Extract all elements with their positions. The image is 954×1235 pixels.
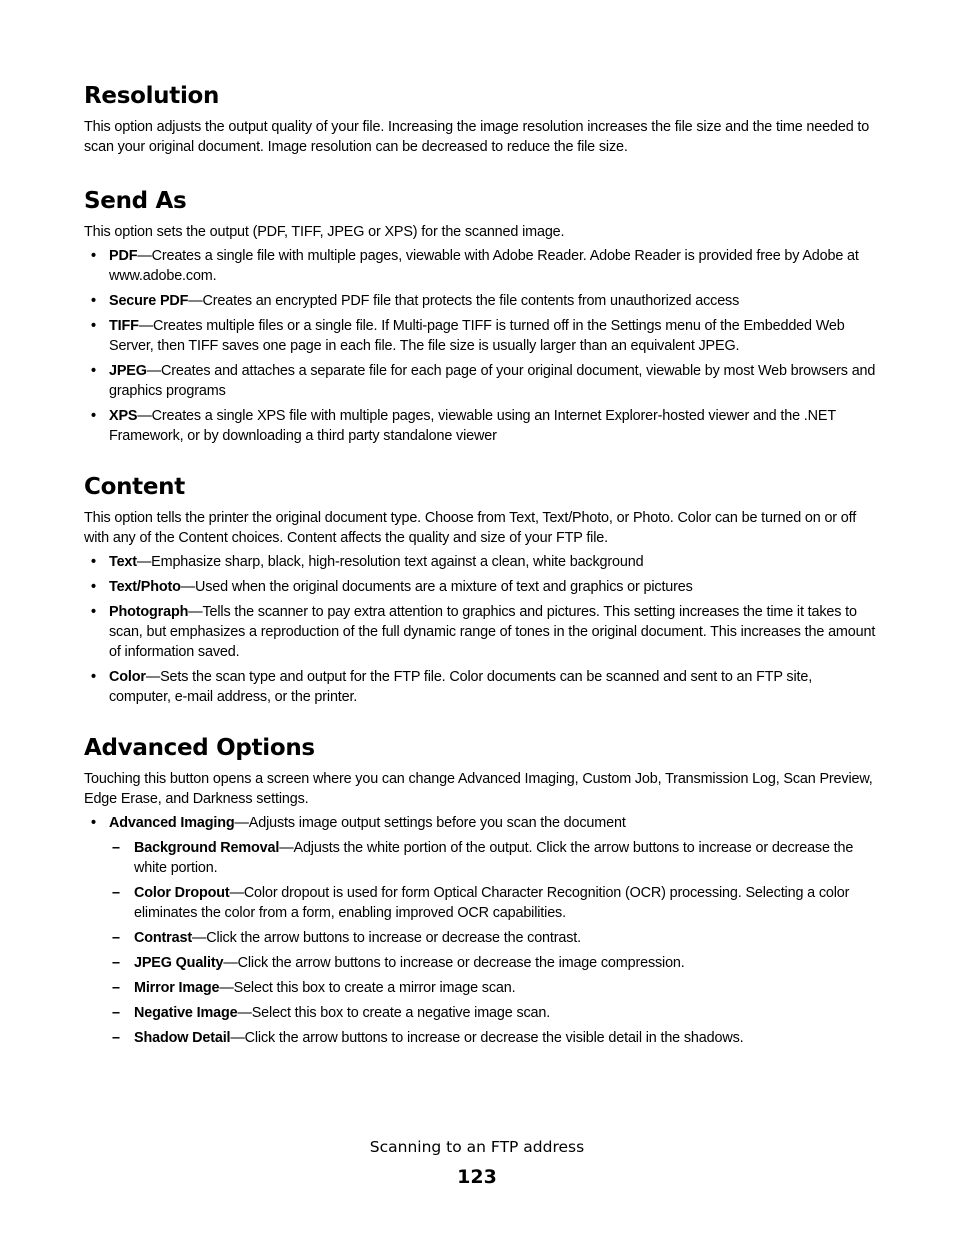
option-list — [84, 246, 876, 446]
item-term: Photograph — [109, 604, 189, 620]
option-list — [84, 813, 876, 1048]
section-advanced-options — [84, 734, 876, 1048]
section-intro: This option sets the output (PDF, TIFF, JPEG or XPS) for the scanned image. — [84, 224, 565, 240]
section-content — [84, 473, 876, 707]
sub-list-item — [84, 978, 876, 998]
item-description: —Color dropout is used for form Optical Character Recognition (OCR) processing. Selecting a color eliminates the color from a form, enabling improved OCR capabilities. — [134, 885, 850, 921]
item-description: —Used when the original documents are a mixture of text and graphics or pictures — [180, 579, 693, 595]
sub-list-item — [84, 838, 876, 878]
item-term: Advanced Imaging — [109, 815, 235, 831]
section-resolution — [84, 82, 876, 157]
section-heading: Content — [84, 474, 185, 500]
item-description: —Creates a single file with multiple pages, viewable with Adobe Reader. Adobe Reader is provided free by Adobe at www.adobe.com. — [109, 248, 859, 284]
item-term: PDF — [109, 248, 138, 264]
item-term: JPEG Quality — [134, 955, 224, 971]
item-description: —Adjusts the white portion of the output. Click the arrow buttons to increase or decrease the white portion. — [134, 840, 854, 876]
page-number: 123 — [457, 1166, 497, 1188]
page-content — [84, 82, 876, 1053]
item-term: Text — [109, 554, 137, 570]
section-heading: Resolution — [84, 83, 220, 109]
section-send-as — [84, 187, 876, 446]
item-term: TIFF — [109, 318, 139, 334]
item-term: Mirror Image — [134, 980, 220, 996]
footer-chapter-title: Scanning to an FTP address — [369, 1138, 585, 1156]
list-item — [84, 602, 876, 662]
item-term: Text/Photo — [109, 579, 181, 595]
item-term: Color — [109, 669, 146, 685]
sub-list-item — [84, 1003, 876, 1023]
list-item — [84, 552, 876, 572]
section-heading: Send As — [84, 188, 187, 214]
sub-list-item — [84, 883, 876, 923]
item-description: —Sets the scan type and output for the FTP file. Color documents can be scanned and sent to an FTP site, computer, e-mail address, or the printer. — [109, 669, 813, 705]
item-description: —Select this box to create a mirror image scan. — [219, 980, 516, 996]
section-intro: Touching this button opens a screen where you can change Advanced Imaging, Custom Job, Transmission Log, Scan Preview, Edge Erase, and Darkness settings. — [84, 771, 873, 807]
item-term: Shadow Detail — [134, 1030, 231, 1046]
item-term: Color Dropout — [134, 885, 230, 901]
item-term: XPS — [109, 408, 138, 424]
list-item — [84, 246, 876, 286]
list-item — [84, 361, 876, 401]
item-description: —Creates an encrypted PDF file that protects the file contents from unauthorized access — [188, 293, 740, 309]
item-description: —Click the arrow buttons to increase or decrease the contrast. — [191, 930, 581, 946]
item-term: Contrast — [134, 930, 192, 946]
list-item — [84, 577, 876, 597]
item-description: —Adjusts image output settings before you scan the document — [234, 815, 626, 831]
item-description: —Emphasize sharp, black, high-resolution text against a clean, white background — [136, 554, 644, 570]
item-description: —Select this box to create a negative image scan. — [237, 1005, 551, 1021]
item-description: —Tells the scanner to pay extra attention to graphics and pictures. This setting increases the time it takes to scan, but emphasizes a reproduction of the full dynamic range of tones in the original document. This increases the amount of information saved. — [109, 604, 876, 660]
list-item — [84, 291, 876, 311]
option-list — [84, 552, 876, 707]
item-description: —Creates and attaches a separate file for each page of your original document, viewable by most Web browsers and graphics programs — [109, 363, 876, 399]
list-item — [84, 316, 876, 356]
section-intro: This option tells the printer the original document type. Choose from Text, Text/Photo, or Photo. Color can be turned on or off with any of the Content choices. Content affects the quality and size of your FTP file. — [84, 510, 857, 546]
item-description: —Creates a single XPS file with multiple pages, viewable using an Internet Explorer-hosted viewer and the .NET Framework, or by downloading a third party standalone viewer — [109, 408, 836, 444]
item-term: Background Removal — [134, 840, 280, 856]
item-description: —Click the arrow buttons to increase or decrease the image compression. — [223, 955, 685, 971]
section-heading: Advanced Options — [84, 735, 315, 761]
item-term: JPEG — [109, 363, 147, 379]
sub-list-item — [84, 1028, 876, 1048]
sub-list-item — [84, 953, 876, 973]
item-term: Secure PDF — [109, 293, 189, 309]
list-item — [84, 406, 876, 446]
item-description: —Click the arrow buttons to increase or decrease the visible detail in the shadows. — [230, 1030, 744, 1046]
list-item — [84, 667, 876, 707]
item-term: Negative Image — [134, 1005, 238, 1021]
item-description: —Creates multiple files or a single file. If Multi-page TIFF is turned off in the Settings menu of the Embedded Web Server, then TIFF saves one page in each file. The file size is usually larger than an equivalent JPEG. — [109, 318, 845, 354]
list-item — [84, 813, 876, 833]
section-intro: This option adjusts the output quality of your file. Increasing the image resolution increases the file size and the time needed to scan your original document. Image resolution can be decreased to reduce the file size. — [84, 119, 870, 155]
sub-list-item — [84, 928, 876, 948]
